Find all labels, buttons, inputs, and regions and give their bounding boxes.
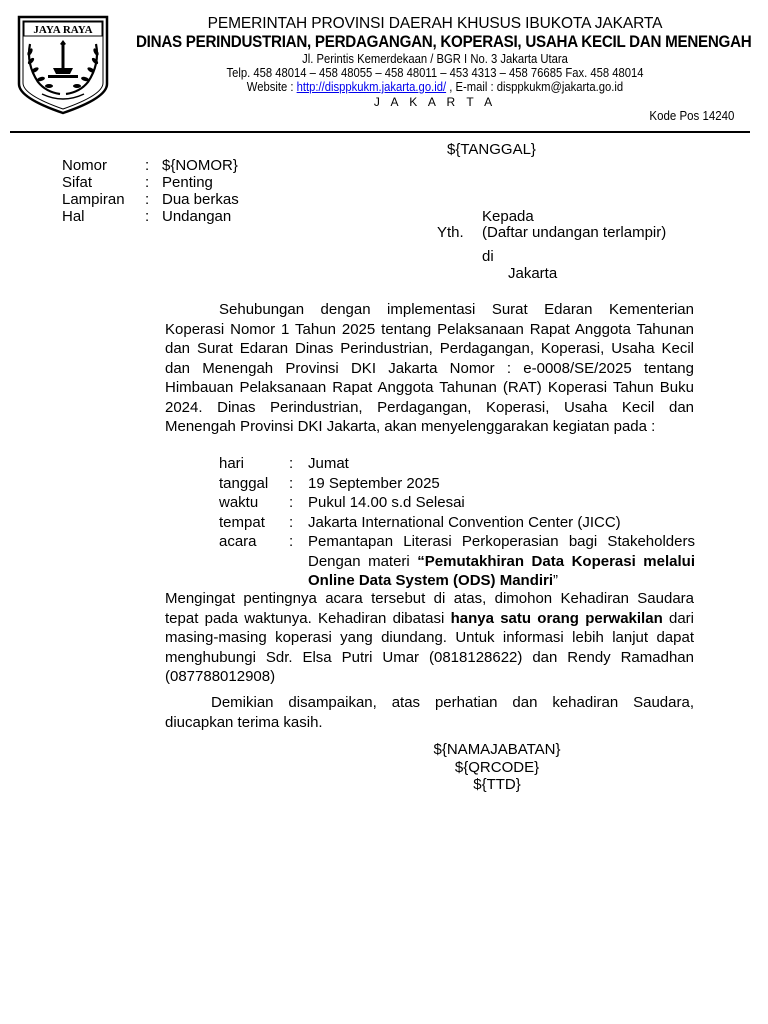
email-text: , E-mail : disppkukm@jakarta.go.id bbox=[446, 80, 624, 94]
meta-colon: : bbox=[145, 208, 150, 225]
schedule-colon: : bbox=[289, 474, 294, 492]
meta-value: Dua berkas bbox=[162, 191, 239, 208]
schedule-colon: : bbox=[289, 494, 294, 511]
recipient-kepada: Kepada bbox=[482, 208, 534, 225]
meta-value: Penting bbox=[162, 174, 213, 191]
schedule-value: 19 September 2025 bbox=[308, 474, 440, 492]
meta-colon: : bbox=[145, 157, 150, 174]
recipient-di: di bbox=[482, 248, 494, 265]
schedule-colon: : bbox=[289, 455, 294, 472]
website-link[interactable]: http://disppkukm.jakarta.go.id/ bbox=[296, 80, 447, 94]
recipient-city: Jakarta bbox=[508, 265, 558, 282]
schedule-colon: : bbox=[289, 533, 294, 550]
schedule-colon: : bbox=[289, 513, 294, 531]
meta-label: Lampiran bbox=[62, 191, 125, 208]
schedule-value: Jakarta International Convention Center (JICC) bbox=[308, 513, 621, 531]
city-heading: J A K A R T A bbox=[373, 95, 497, 109]
acara-text: Pemantapan Literasi Perkoperasian bagi Stakeholders Dengan materi bbox=[308, 533, 695, 570]
signature-block bbox=[360, 741, 634, 794]
schedule-row-waktu bbox=[219, 493, 695, 513]
emblem-shield-icon bbox=[16, 14, 110, 116]
logo-text: JAYA RAYA bbox=[33, 24, 93, 36]
signature-position: ${NAMAJABATAN} bbox=[433, 741, 561, 758]
website-email-line bbox=[143, 80, 728, 94]
signature-qrcode: ${QRCODE} bbox=[454, 758, 540, 776]
schedule-row-tempat bbox=[219, 513, 695, 533]
schedule-row-tanggal bbox=[219, 474, 695, 494]
opening-paragraph: Sehubungan dengan implementasi Surat Edaran Kementerian Koperasi Nomor 1 Tahun 2025 tentang Pelaksanaan Rapat Anggota Tahunan dan Surat Edaran Dinas Perindustrian, Perdagangan, Koperasi, Usaha Kecil dan Menengah Provinsi DKI Jakarta Nomor : e-0008/SE/2025 tentang Himbauan Pelaksanaan Rapat Anggota Tahunan (RAT) Koperasi Tahun Buku 2024. Dinas Perindustrian, Perdagangan, Koperasi, Usaha Kecil dan Menengah Provinsi DKI Jakarta, akan menyelenggarakan kegiatan pada : bbox=[165, 301, 694, 435]
schedule-key: hari bbox=[219, 455, 245, 472]
meta-colon: : bbox=[145, 191, 150, 208]
meta-label: Hal bbox=[62, 208, 85, 225]
letterhead-divider bbox=[10, 131, 750, 133]
schedule-value bbox=[308, 532, 695, 591]
website-label: Website : bbox=[246, 80, 297, 94]
closing-paragraph: Demikian disampaikan, atas perhatian dan kehadiran Saudara, diucapkan terima kasih. bbox=[165, 694, 694, 731]
acara-closing-quote: ” bbox=[553, 572, 559, 589]
schedule-value: Pukul 14.00 s.d Selesai bbox=[308, 494, 465, 511]
meta-value: ${NOMOR} bbox=[162, 157, 238, 174]
schedule-key: waktu bbox=[219, 494, 259, 511]
schedule-key: tempat bbox=[219, 513, 265, 531]
acara-bold-title: “Pemutakhiran Data Koperasi melalui Online Data System (ODS) Mandiri bbox=[308, 552, 695, 589]
meta-label: Nomor bbox=[62, 157, 108, 174]
schedule-row-hari bbox=[219, 454, 695, 474]
attendance-bold-limit: hanya satu orang perwakilan bbox=[450, 609, 663, 627]
department-name: DINAS PERINDUSTRIAN, PERDAGANGAN, KOPERASI, USAHA KECIL DAN MENENGAH bbox=[136, 33, 752, 51]
schedule-row-acara bbox=[219, 532, 695, 591]
jakarta-emblem-logo bbox=[16, 14, 110, 116]
office-address: Jl. Perintis Kemerdekaan / BGR I No. 3 Jakarta Utara bbox=[302, 52, 568, 66]
recipient-name: (Daftar undangan terlampir) bbox=[482, 224, 667, 241]
recipient-yth: Yth. bbox=[437, 224, 464, 241]
attendance-paragraph bbox=[165, 589, 694, 687]
schedule-key: tanggal bbox=[219, 474, 269, 492]
letter-date: ${TANGGAL} bbox=[447, 141, 536, 158]
event-schedule bbox=[219, 454, 695, 591]
meta-label: Sifat bbox=[62, 174, 93, 191]
government-name: PEMERINTAH PROVINSI DAERAH KHUSUS IBUKOTA JAKARTA bbox=[207, 15, 663, 32]
postal-code: Kode Pos 14240 bbox=[648, 109, 734, 123]
signature-ttd: ${TTD} bbox=[473, 776, 521, 793]
meta-value: Undangan bbox=[162, 208, 232, 225]
attendance-text-1: Mengingat pentingnya acara tersebut di atas, dimohon Kehadiran Saudara tepat pada waktunya. Kehadiran dibatasi bbox=[165, 590, 694, 627]
meta-colon: : bbox=[145, 174, 150, 191]
schedule-value: Jumat bbox=[308, 455, 349, 472]
phone-fax-line: Telp. 458 48014 – 458 48055 – 458 48011 – 453 4313 – 458 76685 Fax. 458 48014 bbox=[226, 66, 644, 80]
schedule-key: acara bbox=[219, 533, 257, 550]
attendance-text-2: dari masing-masing koperasi yang diundang. Untuk informasi lebih lanjut dapat menghubungi Sdr. Elsa Putri Umar (0818128622) dan Rendy Ramadhan (087788012908) bbox=[165, 609, 694, 685]
